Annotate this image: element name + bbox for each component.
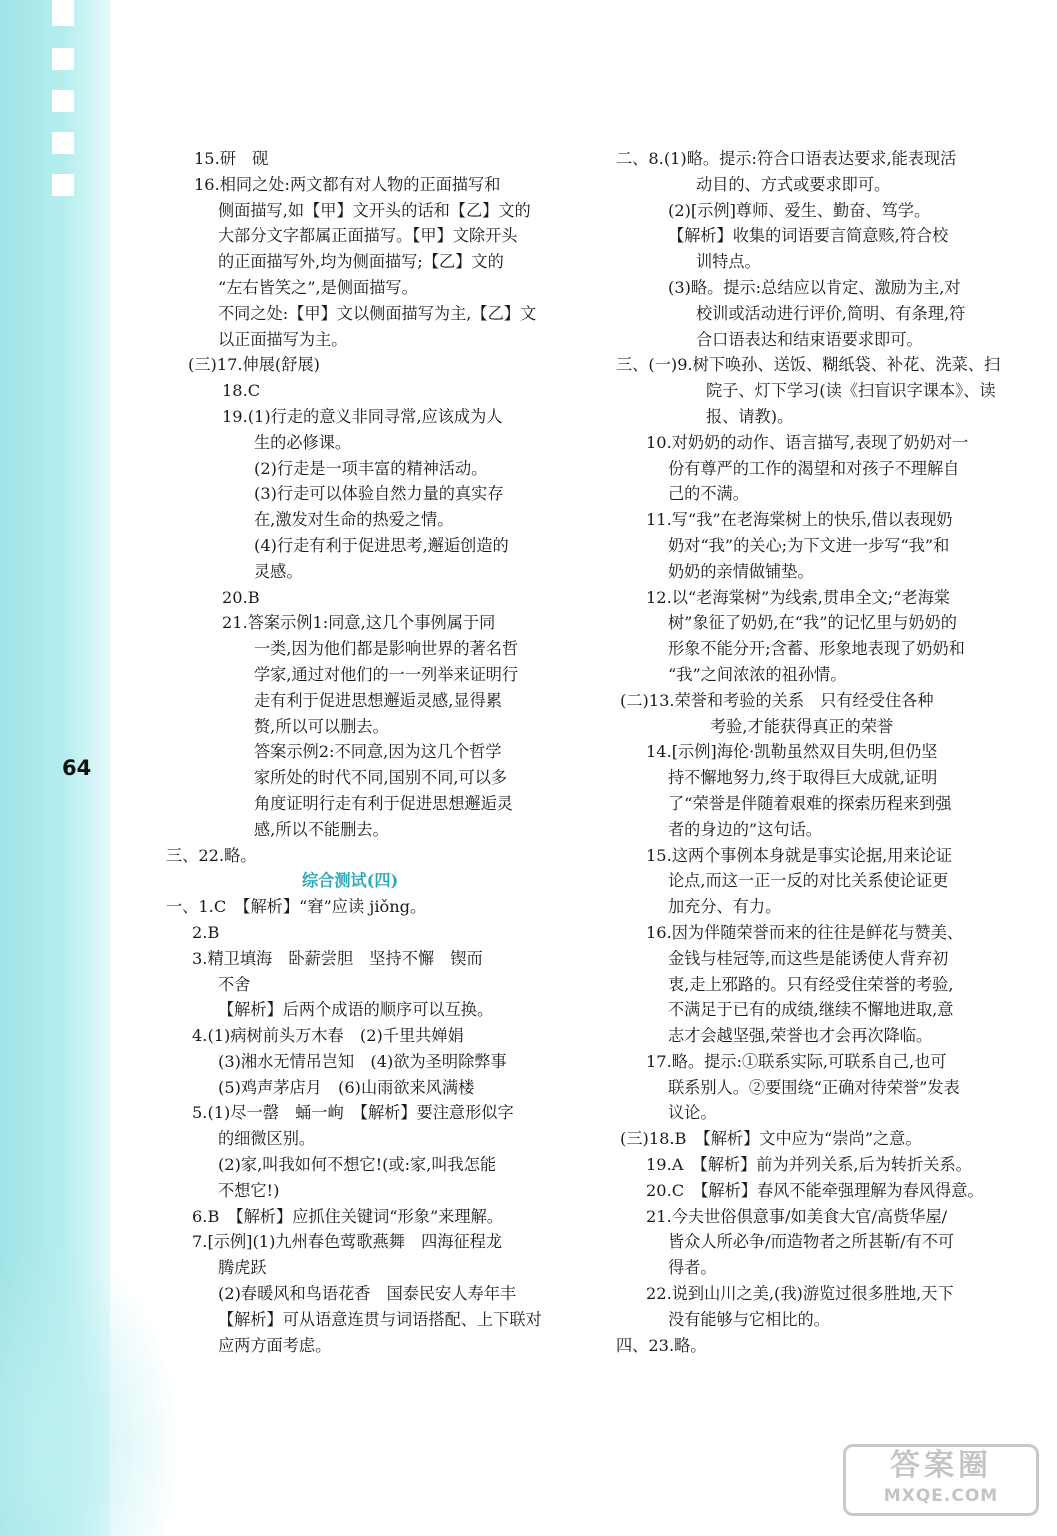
answer-line: 角度证明行走有利于促进思想邂逅灵 <box>254 793 513 813</box>
answer-line: 19.(1)行走的意义非同寻常,应该成为人 <box>222 406 503 426</box>
page-number: 64 <box>62 756 92 780</box>
side-decor-mark <box>52 132 74 154</box>
answer-line: 3.精卫填海 卧薪尝胆 坚持不懈 锲而 <box>192 948 483 968</box>
side-decor-mark <box>52 90 74 112</box>
answer-line: 皆众人所必争/而造物者之所甚靳/有不可 <box>668 1232 955 1252</box>
answer-line: 不想它!) <box>218 1180 280 1200</box>
answer-line: 份有尊严的工作的渴望和对孩子不理解自 <box>668 458 960 478</box>
answer-column-right <box>616 146 1036 1358</box>
answer-line: 三、22.略。 <box>166 845 257 865</box>
answer-line: (三)18.B 【解析】文中应为“崇尚”之意。 <box>620 1129 922 1149</box>
answer-line: 家所处的时代不同,国别不同,可以多 <box>254 768 508 788</box>
answer-line: 形象不能分开;含蓄、形象地表现了奶奶和 <box>668 639 965 659</box>
answer-line: 【解析】可从语意连贯与词语搭配、上下联对 <box>218 1309 542 1329</box>
answer-line: 论点,而这一正一反的对比关系使论证更 <box>668 871 949 891</box>
answer-line: 树”象征了奶奶,在“我”的记忆里与奶奶的 <box>668 613 957 633</box>
answer-line: 5.(1)尽一罄 蛹一峋 【解析】要注意形似字 <box>192 1103 514 1123</box>
answer-line: 志才会越坚强,荣誉也才会再次降临。 <box>668 1026 933 1046</box>
answer-line: 21.答案示例1:同意,这几个事例属于同 <box>222 613 496 633</box>
answer-line: 没有能够与它相比的。 <box>668 1309 830 1329</box>
answer-line: (2)家,叫我如何不想它!(或:家,叫我怎能 <box>218 1155 497 1175</box>
answer-line: 以正面描写为主。 <box>218 329 348 349</box>
answer-line: 灵感。 <box>254 561 303 581</box>
answer-line: 19.A 【解析】前为并列关系,后为转折关系。 <box>646 1155 972 1175</box>
answer-line: (3)行走可以体验自然力量的真实存 <box>254 484 504 504</box>
answer-line: 议论。 <box>668 1103 717 1123</box>
answer-line: 走有利于促进思想邂逅灵感,显得累 <box>254 690 502 710</box>
answer-line: “左右皆笑之”,是侧面描写。 <box>218 277 418 297</box>
site-watermark-logo <box>843 1444 1039 1516</box>
answer-line: 加充分、有力。 <box>668 897 782 917</box>
answer-line: 动目的、方式或要求即可。 <box>696 174 891 194</box>
answer-line: 联系别人。②要围绕“正确对待荣誉”发表 <box>668 1077 960 1097</box>
answer-line: 持不懈地努力,终于取得巨大成就,证明 <box>668 768 938 788</box>
answer-line: 6.B 【解析】应抓住关键词“形象”来理解。 <box>192 1206 503 1226</box>
answer-line: 7.[示例](1)九州春色莺歌燕舞 四海征程龙 <box>192 1232 503 1252</box>
answer-line: 的细微区别。 <box>218 1129 316 1149</box>
answer-line: 一、1.C 【解析】“窘”应读 jiǒng。 <box>166 897 427 917</box>
answer-column-left <box>166 146 586 1358</box>
answer-line: 侧面描写,如【甲】文开头的话和【乙】文的 <box>218 200 531 220</box>
answer-line: 大部分文字都属正面描写。【甲】文除开头 <box>218 226 518 246</box>
answer-line: 的正面描写外,均为侧面描写;【乙】文的 <box>218 252 504 272</box>
answer-line: 22.说到山川之美,(我)游览过很多胜地,天下 <box>646 1284 954 1304</box>
answer-line: 学家,通过对他们的一一列举来证明行 <box>254 664 519 684</box>
answer-line: 合口语表达和结束语要求即可。 <box>696 329 923 349</box>
answer-line: 10.对奶奶的动作、语言描写,表现了奶奶对一 <box>646 432 969 452</box>
answer-line: 16.因为伴随荣誉而来的往往是鲜花与赞美、 <box>646 922 964 942</box>
answer-line: 不舍 <box>218 974 251 994</box>
answer-line: (4)行走有利于促进思考,邂逅创造的 <box>254 535 509 555</box>
answer-line: 不同之处:【甲】文以侧面描写为主,【乙】文 <box>218 303 537 323</box>
side-decor-mark <box>52 48 74 70</box>
answer-line: 感,所以不能删去。 <box>254 819 389 839</box>
answer-line: 14.[示例]海伦·凯勒虽然双目失明,但仍坚 <box>646 742 938 762</box>
answer-line: 报、请教)。 <box>706 406 794 426</box>
answer-line: 20.C 【解析】春风不能牵强理解为春风得意。 <box>646 1180 984 1200</box>
answer-line: 己的不满。 <box>668 484 749 504</box>
answer-line: 15.研 砚 <box>194 149 269 168</box>
answer-line: 者的身边的”这句话。 <box>668 819 822 839</box>
answer-line: 奶奶的亲情做铺垫。 <box>668 561 814 581</box>
answer-line: 训特点。 <box>696 252 761 272</box>
answer-line: 二、8.(1)略。提示:符合口语表达要求,能表现活 <box>616 149 957 168</box>
answer-line: (2)行走是一项丰富的精神活动。 <box>254 458 488 478</box>
answer-line: 得者。 <box>668 1258 717 1278</box>
answer-line: 金钱与桂冠等,而这些是能诱使人背弃初 <box>668 948 949 968</box>
answer-line: 四、23.略。 <box>616 1335 707 1355</box>
answer-line: (三)17.伸展(舒展) <box>188 355 320 375</box>
answer-line: 衷,走上邪路的。只有经受住荣誉的考验, <box>668 974 954 994</box>
answer-line: (3)湘水无情吊岂知 (4)欲为圣明除弊事 <box>218 1051 507 1071</box>
answer-line: 【解析】后两个成语的顺序可以互换。 <box>218 1000 494 1020</box>
answer-line: 考验,才能获得真正的荣誉 <box>710 716 894 736</box>
side-decor-mark <box>52 174 74 196</box>
watermark-url: MXQE.COM <box>883 1486 999 1506</box>
side-decor-mark <box>52 0 74 26</box>
answer-line: (2)春暖风和鸟语花香 国泰民安人寿年丰 <box>218 1284 517 1304</box>
answer-line: 12.以“老海棠树”为线索,贯串全文;“老海棠 <box>646 587 950 607</box>
answer-line: 18.C <box>222 381 261 401</box>
answer-line: (3)略。提示:总结应以肯定、激励为主,对 <box>668 277 961 297</box>
answer-line: 【解析】收集的词语要言简意赅,符合校 <box>668 226 949 246</box>
answer-line: 奶对“我”的关心;为下文进一步写“我”和 <box>668 535 950 555</box>
answer-line: 三、(一)9.树下唤孙、送饭、糊纸袋、补花、洗菜、扫 <box>616 355 1001 375</box>
answer-line: (2)[示例]尊师、爱生、勤奋、笃学。 <box>668 200 931 220</box>
side-decor-figure <box>0 1240 180 1536</box>
answer-line: 院子、灯下学习(读《扫盲识字课本》、读 <box>706 381 996 401</box>
answer-line: 答案示例2:不同意,因为这几个哲学 <box>254 742 502 762</box>
answer-line: (5)鸡声茅店月 (6)山雨欲来风满楼 <box>218 1077 475 1097</box>
answer-line: 一类,因为他们都是影响世界的著名哲 <box>254 639 519 659</box>
answer-line: 腾虎跃 <box>218 1258 267 1278</box>
answer-line: 应两方面考虑。 <box>218 1335 332 1355</box>
section-title: 综合测试(四) <box>302 871 399 891</box>
answer-line: 生的必修课。 <box>254 432 352 452</box>
answer-line: 赘,所以可以删去。 <box>254 716 389 736</box>
answer-line: (二)13.荣誉和考验的关系 只有经受住各种 <box>620 690 934 710</box>
answer-line: 21.今夫世俗倶意事/如美食大官/高赀华屋/ <box>646 1206 948 1226</box>
answer-line: “我”之间浓浓的祖孙情。 <box>668 664 847 684</box>
answer-line: 17.略。提示:①联系实际,可联系自己,也可 <box>646 1051 947 1071</box>
answer-line: 不满足于已有的成绩,继续不懈地进取,意 <box>668 1000 954 1020</box>
answer-line: 校训或活动进行评价,简明、有条理,符 <box>696 303 966 323</box>
watermark-title: 答案圈 <box>890 1448 992 1483</box>
answer-line: 15.这两个事例本身就是事实论据,用来论证 <box>646 845 953 865</box>
answer-line: 了“荣誉是伴随着艰难的探索历程来到强 <box>668 793 952 813</box>
answer-line: 11.写“我”在老海棠树上的快乐,借以表现奶 <box>646 510 953 530</box>
answer-line: 4.(1)病树前头万木春 (2)千里共婵娟 <box>192 1026 464 1046</box>
answer-line: 2.B <box>192 922 220 942</box>
answer-line: 16.相同之处:两文都有对人物的正面描写和 <box>194 174 501 194</box>
answer-line: 在,激发对生命的热爱之情。 <box>254 510 454 530</box>
answer-line: 20.B <box>222 587 260 607</box>
